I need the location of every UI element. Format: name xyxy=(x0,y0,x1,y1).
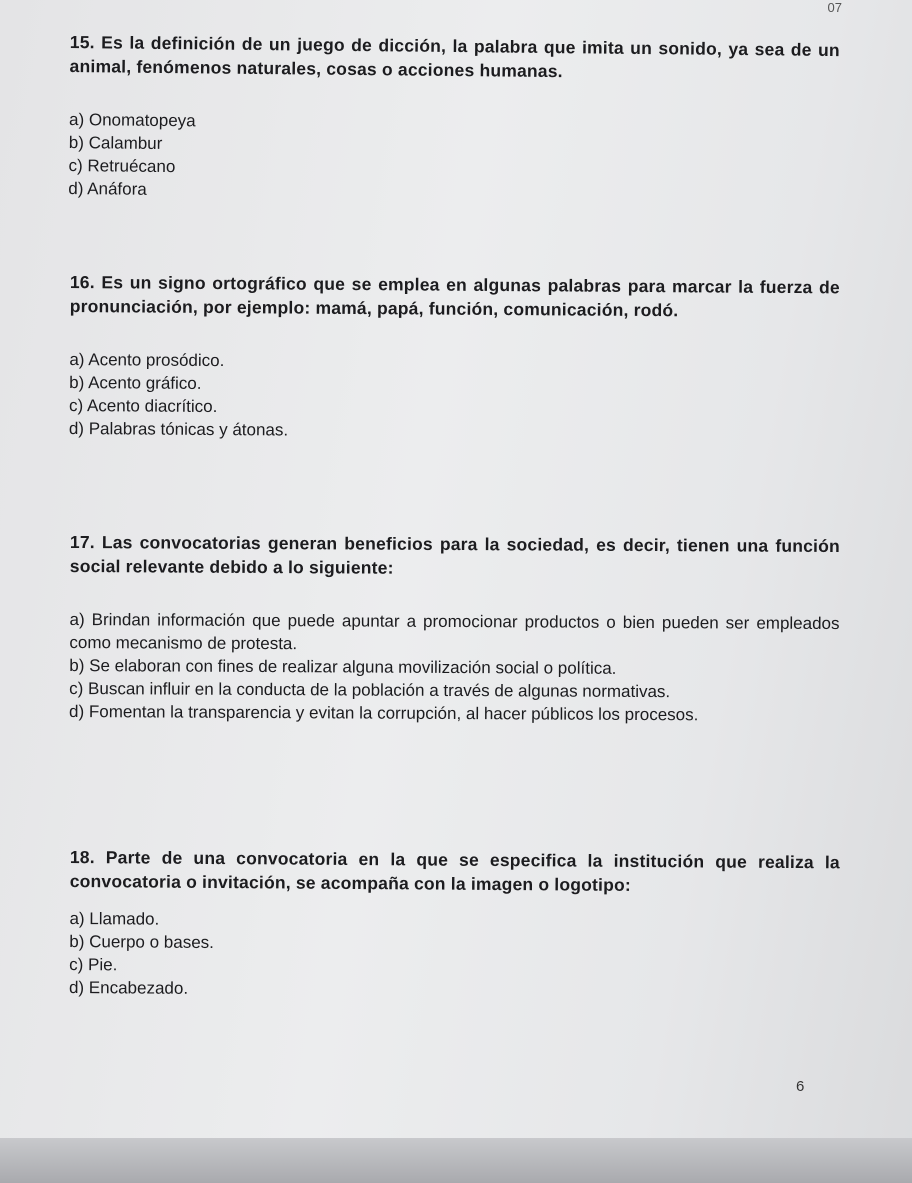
option-c: c) Pie. xyxy=(69,954,118,975)
answer-options xyxy=(69,907,840,1004)
option-d: d) Encabezado. xyxy=(68,977,189,998)
option-c: c) Buscan influir en la conducta de la población a través de algunas normativas. xyxy=(69,678,671,702)
question-text: 15. Es la definición de un juego de dicción, la palabra que imita un sonido, ya sea de un animal, fenómenos naturales, cosas o acciones humanas. xyxy=(69,31,840,82)
answer-options xyxy=(68,108,839,208)
page-bottom-shadow xyxy=(0,1138,912,1183)
option-c: c) Retruécano xyxy=(68,155,176,177)
option-a: a) Brindan información que puede apuntar a promocionar productos o bien pueden ser empleados como mecanismo de protesta. xyxy=(69,609,840,654)
option-d: d) Palabras tónicas y átonas. xyxy=(68,418,289,440)
option-d: d) Fomentan la transparencia y evitan la corrupción, al hacer públicos los procesos. xyxy=(68,701,699,725)
question-text: 17. Las convocatorias generan beneficios para la sociedad, es decir, tienen una función social relevante debido a lo siguiente: xyxy=(69,532,840,578)
question-17 xyxy=(69,530,840,727)
option-b: b) Se elaboran con fines de realizar alguna movilización social o política. xyxy=(69,655,617,678)
question-text: 18. Parte de una convocatoria en la que se especifica la institución que realiza la convocatoria o invitación, se acompaña con la imagen o logotipo: xyxy=(69,846,840,895)
option-a: a) Llamado. xyxy=(69,908,160,929)
option-a: a) Acento prosódico. xyxy=(69,349,225,371)
option-a: a) Onomatopeya xyxy=(68,109,196,131)
page-number: 6 xyxy=(796,1078,805,1095)
page-corner-number: 07 xyxy=(827,0,842,15)
question-text: 16. Es un signo ortográfico que se emplea en algunas palabras para marcar la fuerza de pronunciación, por ejemplo: mamá, papá, función, comunicación, rodó. xyxy=(69,271,840,321)
question-18 xyxy=(69,845,840,1004)
option-c: c) Acento diacrítico. xyxy=(68,395,218,417)
option-b: b) Acento gráfico. xyxy=(69,372,202,393)
option-b: b) Calambur xyxy=(68,132,163,153)
answer-options xyxy=(69,608,840,727)
answer-options xyxy=(69,348,840,445)
question-15 xyxy=(68,30,840,208)
option-b: b) Cuerpo o bases. xyxy=(69,931,214,953)
option-d: d) Anáfora xyxy=(68,178,147,199)
question-16 xyxy=(69,270,840,445)
